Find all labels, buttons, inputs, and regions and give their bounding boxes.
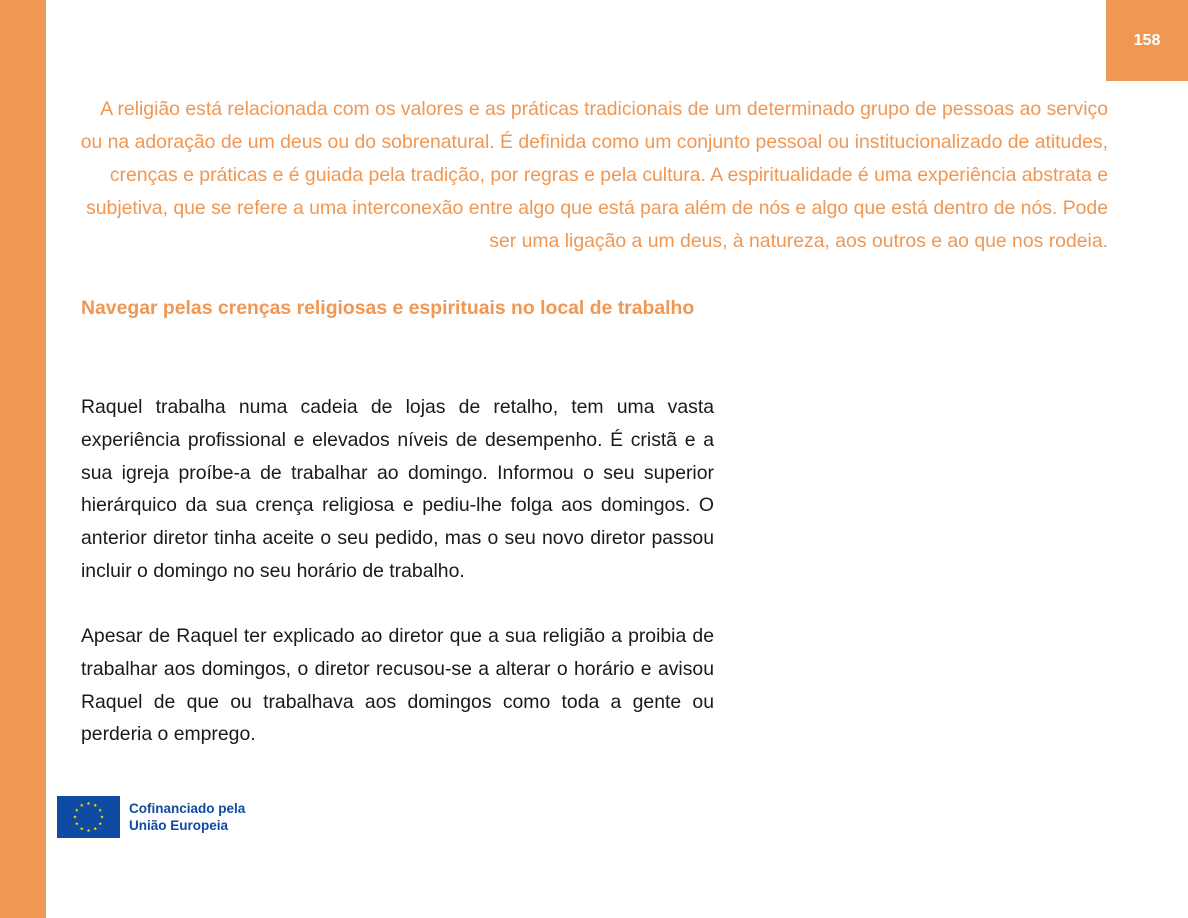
page-number: 158 <box>1133 31 1161 49</box>
left-accent-bar <box>0 0 46 918</box>
intro-paragraph: A religião está relacionada com os valores e as práticas tradicionais de um determinado grupo de pessoas ao serviço ou na adoração de um deus ou do sobrenatural. É definida como um conjunto pessoal ou institucionalizado de atitudes, crenças e práticas e é guiada pela tradição, por regras e pela cultura. A espiritualidade é uma experiência abstrata e subjetiva, que se refere a uma interconexão entre algo que está para além de nós e algo que está dentro de nós. Pode ser uma ligação a um deus, à natureza, aos outros e ao que nos rodeia. <box>80 98 1108 252</box>
body-paragraph-2: Apesar de Raquel ter explicado ao diretor que a sua religião a proibia de trabalhar aos domingos, o diretor recusou-se a alterar o horário e avisou Raquel de que ou trabalhava aos domingos como toda a gente ou perderia o emprego. <box>81 625 714 746</box>
eu-cofunding-footer <box>57 796 245 838</box>
eu-text-line-1: Cofinanciado pela <box>129 801 246 816</box>
section-title: Navegar pelas crenças religiosas e espirituais no local de trabalho <box>81 297 695 319</box>
eu-text-line-2: União Europeia <box>129 818 229 833</box>
page-number-badge <box>1106 0 1188 81</box>
eu-flag-icon <box>57 796 120 838</box>
body-paragraph-1: Raquel trabalha numa cadeia de lojas de retalho, tem uma vasta experiência profissional e elevados níveis de desempenho. É cristã e a sua igreja proíbe-a de trabalhar ao domingo. Informou o seu superior hierárquico da sua crença religiosa e pediu-lhe folga aos domingos. O anterior diretor tinha aceite o seu pedido, mas o seu novo diretor passou incluir o domingo no seu horário de trabalho. <box>81 396 714 582</box>
